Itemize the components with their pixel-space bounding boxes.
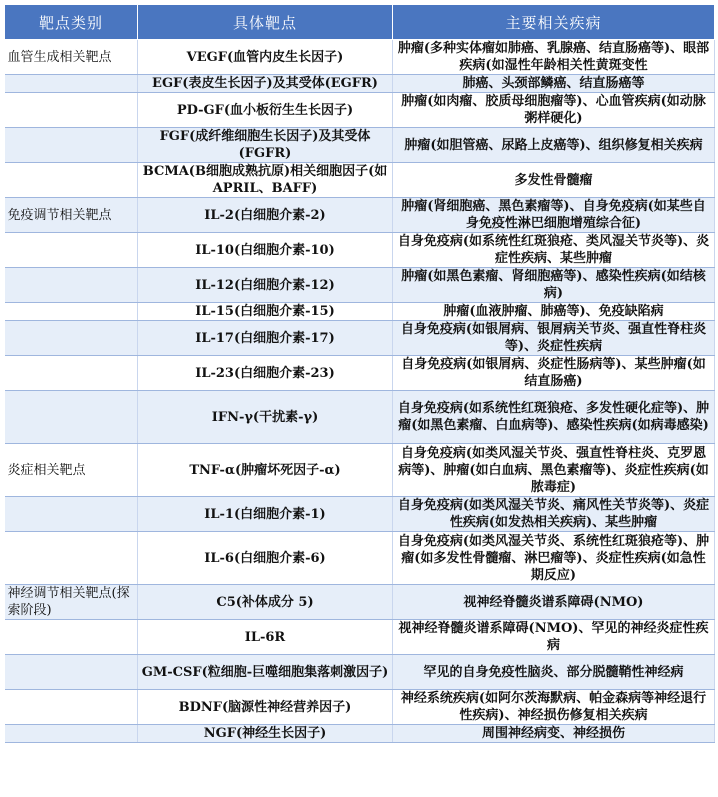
table-row: [5, 391, 715, 444]
disease-cell: 视神经脊髓炎谱系障碍(NMO): [393, 585, 715, 620]
target-cell: NGF(神经生长因子): [138, 725, 393, 743]
category-cell: [5, 93, 138, 128]
table-row: [5, 356, 715, 391]
target-cell: IL-6(白细胞介素-6): [138, 532, 393, 585]
table-row: [5, 585, 715, 620]
category-cell: [5, 690, 138, 725]
category-cell: [5, 163, 138, 198]
disease-cell: 肿瘤(如肉瘤、胶质母细胞瘤等)、心血管疾病(如动脉粥样硬化): [393, 93, 715, 128]
disease-cell: 自身免疫病(如系统性红斑狼疮、类风湿关节炎等)、炎症性疾病、某些肿瘤: [393, 233, 715, 268]
category-cell: [5, 128, 138, 163]
table-row: [5, 303, 715, 321]
header-disease: 主要相关疾病: [393, 5, 715, 40]
category-cell: [5, 497, 138, 532]
target-cell: PD-GF(血小板衍生生长因子): [138, 93, 393, 128]
disease-cell: 肿瘤(肾细胞癌、黑色素瘤等)、自身免疫病(如某些自身免疫性淋巴细胞增殖综合征): [393, 198, 715, 233]
disease-cell: 周围神经病变、神经损伤: [393, 725, 715, 743]
targets-table: [4, 4, 715, 743]
header-category: 靶点类别: [5, 5, 138, 40]
target-cell: BDNF(脑源性神经营养因子): [138, 690, 393, 725]
table-row: [5, 497, 715, 532]
target-cell: IL-10(白细胞介素-10): [138, 233, 393, 268]
disease-cell: 肿瘤(如胆管癌、尿路上皮癌等)、组织修复相关疾病: [393, 128, 715, 163]
category-cell: [5, 233, 138, 268]
category-cell: [5, 620, 138, 655]
target-cell: IFN-γ(干扰素-γ): [138, 391, 393, 444]
table-row: [5, 268, 715, 303]
disease-cell: 神经系统疾病(如阿尔茨海默病、帕金森病等神经退行性疾病)、神经损伤修复相关疾病: [393, 690, 715, 725]
target-cell: BCMA(B细胞成熟抗原)相关细胞因子(如 APRIL、BAFF): [138, 163, 393, 198]
target-cell: IL-17(白细胞介素-17): [138, 321, 393, 356]
disease-cell: 自身免疫病(如银屑病、炎症性肠病等)、某些肿瘤(如结直肠癌): [393, 356, 715, 391]
category-cell: [5, 391, 138, 444]
table-row: [5, 321, 715, 356]
disease-cell: 肿瘤(如黑色素瘤、肾细胞癌等)、感染性疾病(如结核病): [393, 268, 715, 303]
category-cell: [5, 321, 138, 356]
target-cell: IL-2(白细胞介素-2): [138, 198, 393, 233]
table-row: [5, 128, 715, 163]
table-row: [5, 40, 715, 75]
category-cell: [5, 303, 138, 321]
table-row: [5, 75, 715, 93]
category-cell: [5, 532, 138, 585]
target-cell: VEGF(血管内皮生长因子): [138, 40, 393, 75]
targets-table-container: [4, 4, 714, 743]
target-cell: C5(补体成分 5): [138, 585, 393, 620]
disease-cell: 自身免疫病(如类风湿关节炎、系统性红斑狼疮等)、肿瘤(如多发性骨髓瘤、淋巴瘤等)、炎症性疾病(如急性期反应): [393, 532, 715, 585]
table-header-row: [5, 5, 715, 40]
category-cell: 炎症相关靶点: [5, 444, 138, 497]
table-row: [5, 198, 715, 233]
category-cell: [5, 725, 138, 743]
table-row: [5, 620, 715, 655]
table-row: [5, 690, 715, 725]
disease-cell: 自身免疫病(如类风湿关节炎、痛风性关节炎等)、炎症性疾病(如发热相关疾病)、某些肿瘤: [393, 497, 715, 532]
category-cell: [5, 655, 138, 690]
category-cell: [5, 75, 138, 93]
target-cell: IL-6R: [138, 620, 393, 655]
table-row: [5, 532, 715, 585]
table-row: [5, 93, 715, 128]
table-row: [5, 725, 715, 743]
category-cell: [5, 356, 138, 391]
target-cell: TNF-α(肿瘤坏死因子-α): [138, 444, 393, 497]
target-cell: GM-CSF(粒细胞-巨噬细胞集落刺激因子): [138, 655, 393, 690]
target-cell: IL-1(白细胞介素-1): [138, 497, 393, 532]
category-cell: [5, 268, 138, 303]
target-cell: EGF(表皮生长因子)及其受体(EGFR): [138, 75, 393, 93]
table-row: [5, 163, 715, 198]
table-row: [5, 444, 715, 497]
disease-cell: 视神经脊髓炎谱系障碍(NMO)、罕见的神经炎症性疾病: [393, 620, 715, 655]
target-cell: FGF(成纤维细胞生长因子)及其受体(FGFR): [138, 128, 393, 163]
disease-cell: 肺癌、头颈部鳞癌、结直肠癌等: [393, 75, 715, 93]
category-cell: 神经调节相关靶点(探索阶段): [5, 585, 138, 620]
disease-cell: 多发性骨髓瘤: [393, 163, 715, 198]
table-row: [5, 233, 715, 268]
category-cell: 血管生成相关靶点: [5, 40, 138, 75]
target-cell: IL-23(白细胞介素-23): [138, 356, 393, 391]
disease-cell: 自身免疫病(如系统性红斑狼疮、多发性硬化症等)、肿瘤(如黑色素瘤、白血病等)、感染性疾病(如病毒感染): [393, 391, 715, 444]
table-row: [5, 655, 715, 690]
disease-cell: 自身免疫病(如类风湿关节炎、强直性脊柱炎、克罗恩病等)、肿瘤(如白血病、黑色素瘤等)、炎症性疾病(如脓毒症): [393, 444, 715, 497]
disease-cell: 自身免疫病(如银屑病、银屑病关节炎、强直性脊柱炎等)、炎症性疾病: [393, 321, 715, 356]
category-cell: 免疫调节相关靶点: [5, 198, 138, 233]
target-cell: IL-12(白细胞介素-12): [138, 268, 393, 303]
disease-cell: 罕见的自身免疫性脑炎、部分脱髓鞘性神经病: [393, 655, 715, 690]
target-cell: IL-15(白细胞介素-15): [138, 303, 393, 321]
header-target: 具体靶点: [138, 5, 393, 40]
disease-cell: 肿瘤(多种实体瘤如肺癌、乳腺癌、结直肠癌等)、眼部疾病(如湿性年龄相关性黄斑变性: [393, 40, 715, 75]
disease-cell: 肿瘤(血液肿瘤、肺癌等)、免疫缺陷病: [393, 303, 715, 321]
